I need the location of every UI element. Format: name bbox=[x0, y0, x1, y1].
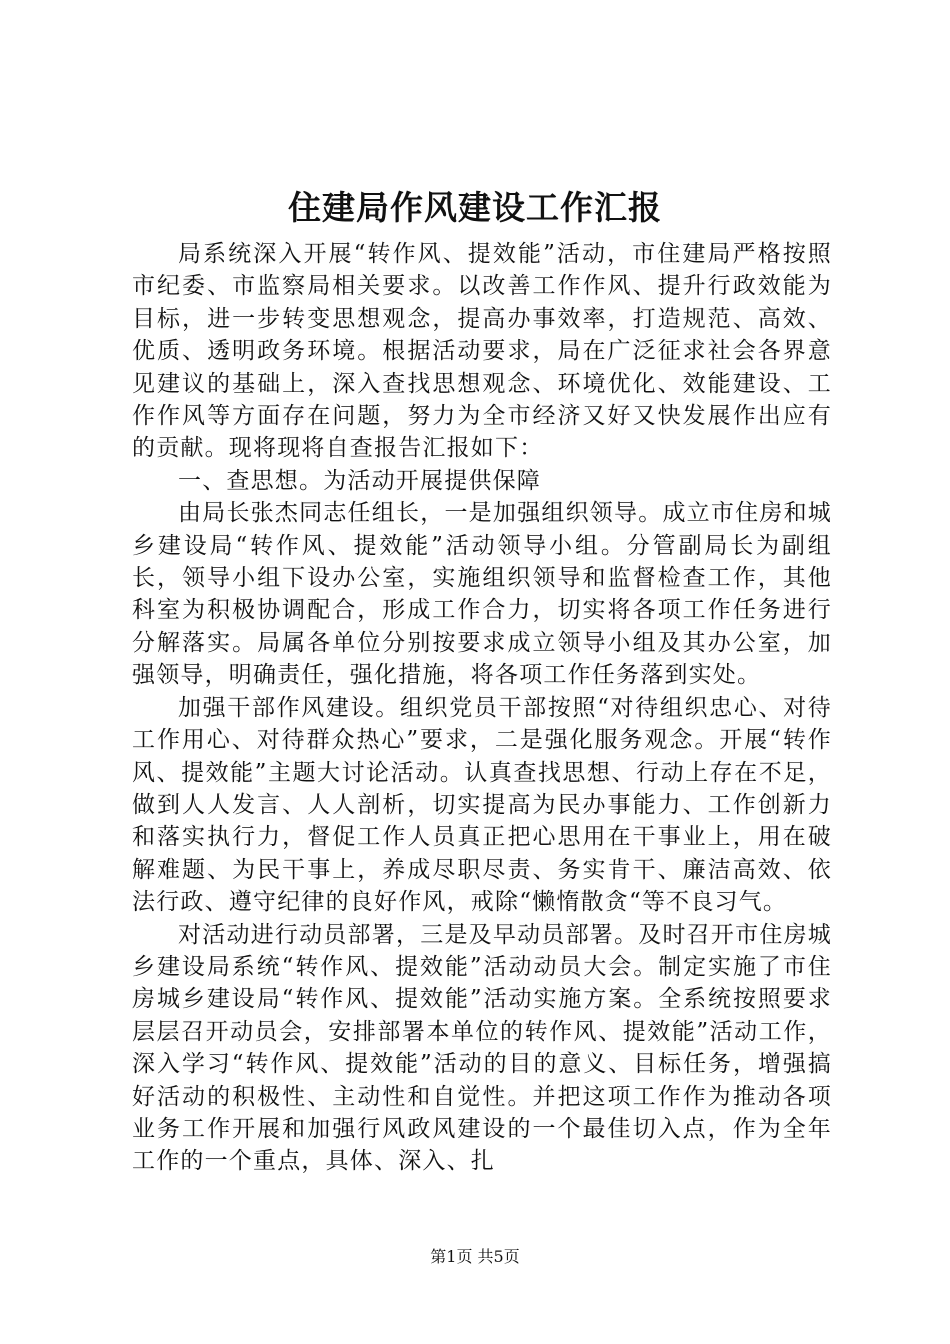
page-number-footer: 第1页 共5页 bbox=[430, 1247, 520, 1266]
paragraph-mobilization: 对活动进行动员部署，三是及早动员部署。及时召开市住房城乡建设局系统“转作风、提效能”活动动员大会。制定实施了市住房城乡建设局“转作风、提效能”活动实施方案。全系统按照要求层层召开动员会，安排部署本单位的转作风、提效能”活动工作，深入学习“转作风、提效能”活动的目的意义、目标任务，增强搞好活动的积极性、主动性和自觉性。并把这项工作作为推动各项业务工作开展和加强行风政风建设的一个最佳切入点，作为全年工作的一个重点，具体、深入、扎 bbox=[132, 921, 832, 1175]
section-heading-1: 一、查思想。为活动开展提供保障 bbox=[178, 467, 541, 494]
document-title: 住建局作风建设工作汇报 bbox=[288, 188, 662, 227]
paragraph-organization: 由局长张杰同志任组长，一是加强组织领导。成立市住房和城乡建设局“转作风、提效能”活动领导小组。分管副局长为副组长，领导小组下设办公室，实施组织领导和监督检查工作，其他科室为积极协调配合，形成工作合力，切实将各项工作任务进行分解落实。局属各单位分别按要求成立领导小组及其办公室，加强领导，明确责任，强化措施，将各项工作任务落到实处。 bbox=[132, 500, 832, 689]
paragraph-cadre-style: 加强干部作风建设。组织党员干部按照“对待组织忠心、对待工作用心、对待群众热心”要求，二是强化服务观念。开展“转作风、提效能”主题大讨论活动。认真查找思想、行动上存在不足，做到人人发言、人人剖析，切实提高为民办事能力、工作创新力和落实执行力，督促工作人员真正把心思用在干事业上，用在破解难题、为民干事上，养成尽职尽责、务实肯干、廉洁高效、依法行政、遵守纪律的良好作风，戒除“懒惰散贪“等不良习气。 bbox=[132, 694, 832, 916]
document-body bbox=[132, 238, 832, 1178]
paragraph-intro: 局系统深入开展“转作风、提效能”活动，市住建局严格按照市纪委、市监察局相关要求。以改善工作作风、提升行政效能为目标，进一步转变思想观念，提高办事效率，打造规范、高效、优质、透明政务环境。根据活动要求，局在广泛征求社会各界意见建议的基础上，深入查找思想观念、环境优化、效能建设、工作作风等方面存在问题，努力为全市经济又好又快发展作出应有的贡献。现将现将自查报告汇报如下： bbox=[132, 241, 832, 462]
